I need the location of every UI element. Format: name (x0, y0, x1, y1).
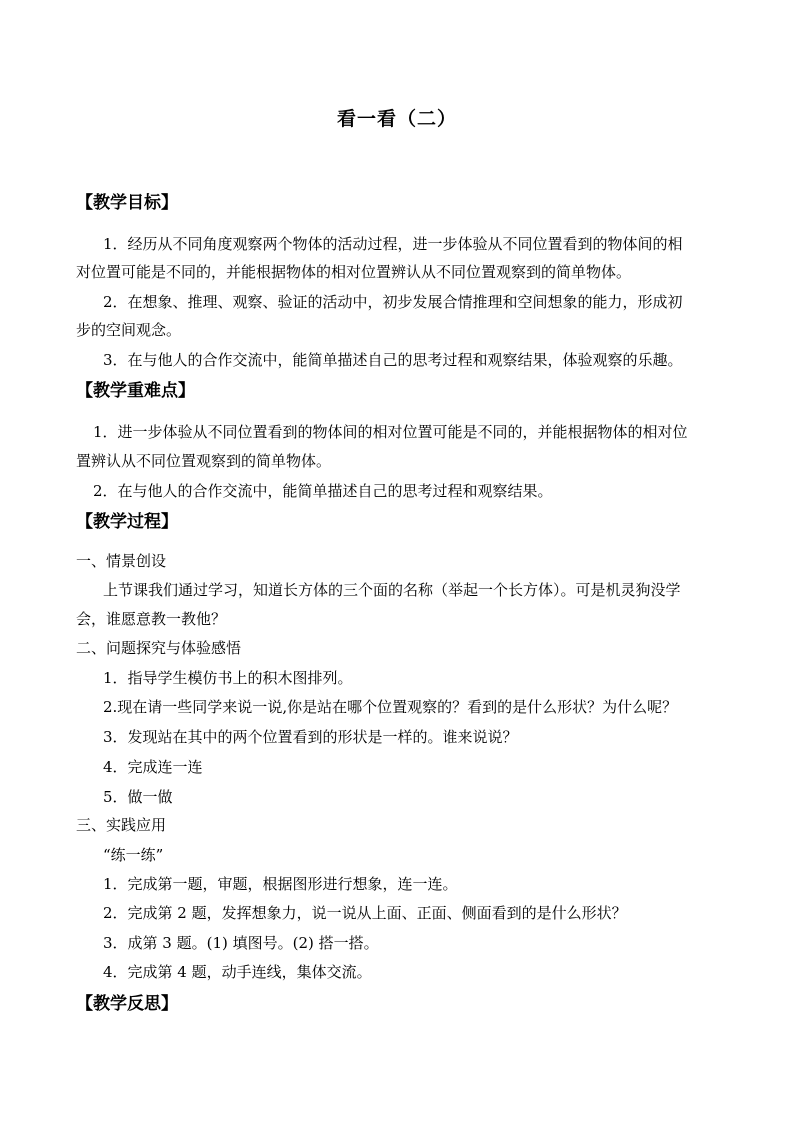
objectives-line: 1．经历从不同角度观察两个物体的活动过程，进一步体验从不同位置看到的物体间的相 (103, 235, 683, 253)
section-heading-reflection: 【教学反思】 (76, 994, 178, 1014)
objectives-line: 2．在想象、推理、观察、验证的活动中，初步发展合情推理和空间想象的能力，形成初 (103, 293, 683, 311)
process-subheading: 三、实践应用 (76, 816, 167, 834)
objectives-line: 对位置可能是不同的，并能根据物体的相对位置辨认从不同位置观察到的简单物体。 (76, 263, 632, 281)
section-heading-objectives: 【教学目标】 (76, 193, 178, 213)
process-subheading: 二、问题探究与体验感悟 (76, 639, 242, 657)
process-line: 1．完成第一题，审题，根据图形进行想象，连一连。 (103, 875, 458, 893)
objectives-line: 3．在与他人的合作交流中，能简单描述自己的思考过程和观察结果，体验观察的乐趣。 (103, 351, 683, 369)
objectives-line: 步的空间观念。 (76, 321, 182, 339)
process-line: 2．完成第 2 题，发挥想象力，说一说从上面、正面、侧面看到的是什么形状？ (103, 904, 627, 922)
process-line: 1．指导学生模仿书上的积木图排列。 (103, 669, 353, 687)
process-subheading: 一、情景创设 (76, 552, 167, 570)
key-points-line: 置辨认从不同位置观察到的简单物体。 (76, 452, 332, 470)
process-line: 3．发现站在其中的两个位置看到的形状是一样的。谁来说说？ (103, 728, 518, 746)
key-points-line: 2．在与他人的合作交流中，能简单描述自己的思考过程和观察结果。 (93, 482, 553, 500)
section-heading-key-points: 【教学重难点】 (76, 381, 195, 401)
process-line: 2.现在请一些同学来说一说,你是站在哪个位置观察的？看到的是什么形状？为什么呢？ (103, 698, 678, 716)
process-line: 会，谁愿意教一教他？ (76, 610, 227, 628)
process-line: 5．做一做 (103, 788, 173, 806)
process-line: 4．完成连一连 (103, 758, 203, 776)
page-title: 看一看（二） (336, 108, 457, 130)
process-line: “练一练” (103, 846, 164, 864)
section-heading-process: 【教学过程】 (76, 512, 178, 532)
key-points-line: 1．进一步体验从不同位置看到的物体间的相对位置可能是不同的，并能根据物体的相对位 (93, 423, 688, 441)
process-line: 上节课我们通过学习，知道长方体的三个面的名称（举起一个长方体）。可是机灵狗没学 (103, 581, 681, 599)
process-line: 4．完成第 4 题，动手连线，集体交流。 (103, 963, 372, 981)
process-line: 3．成第 3 题。(1) 填图号。(2) 搭一搭。 (103, 934, 379, 952)
